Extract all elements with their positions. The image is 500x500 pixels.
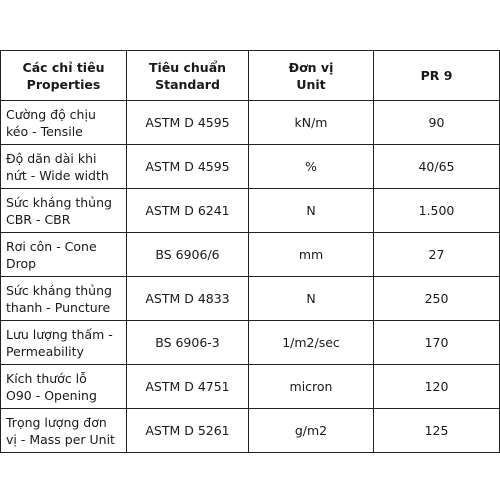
standard-cell: ASTM D 4595 <box>127 145 249 189</box>
property-line2: O90 - Opening <box>6 387 97 403</box>
property-cell <box>1 101 127 145</box>
property-line2: thanh - Puncture <box>6 299 111 315</box>
property-cell <box>1 145 127 189</box>
unit-cell: g/m2 <box>249 409 374 453</box>
standard-cell: BS 6906-3 <box>127 321 249 365</box>
unit-cell: N <box>249 189 374 233</box>
property-line2: kéo - Tensile <box>6 123 83 139</box>
property-line2: nứt - Wide width <box>6 167 109 183</box>
property-line1: Sức kháng thủng <box>6 194 112 210</box>
standard-cell: BS 6906/6 <box>127 233 249 277</box>
table-header-row <box>1 51 500 101</box>
value-cell: 250 <box>374 277 500 321</box>
property-cell <box>1 321 127 365</box>
property-cell <box>1 409 127 453</box>
property-line1: Rơi côn - Cone <box>6 238 97 254</box>
table-row <box>1 277 500 321</box>
spec-table-container <box>0 50 500 453</box>
standard-cell: ASTM D 6241 <box>127 189 249 233</box>
header-standard <box>127 51 249 101</box>
standard-cell: ASTM D 4833 <box>127 277 249 321</box>
standard-cell: ASTM D 5261 <box>127 409 249 453</box>
table-row <box>1 101 500 145</box>
header-standard-line2: Standard <box>155 76 220 92</box>
unit-cell: 1/m2/sec <box>249 321 374 365</box>
property-line2: Drop <box>6 255 37 271</box>
table-row <box>1 233 500 277</box>
property-line2: Permeability <box>6 343 84 359</box>
header-unit-line2: Unit <box>296 76 326 92</box>
header-unit <box>249 51 374 101</box>
header-pr9 <box>374 51 500 101</box>
property-cell <box>1 233 127 277</box>
value-cell: 170 <box>374 321 500 365</box>
standard-cell: ASTM D 4595 <box>127 101 249 145</box>
header-properties <box>1 51 127 101</box>
unit-cell: N <box>249 277 374 321</box>
unit-cell: % <box>249 145 374 189</box>
value-cell: 27 <box>374 233 500 277</box>
property-line1: Kích thước lỗ <box>6 370 87 386</box>
header-unit-line1: Đơn vị <box>288 59 334 75</box>
table-row <box>1 321 500 365</box>
header-standard-line1: Tiêu chuẩn <box>148 59 227 75</box>
value-cell: 1.500 <box>374 189 500 233</box>
property-line1: Lưu lượng thấm - <box>6 326 113 342</box>
spec-table <box>0 50 500 453</box>
standard-cell: ASTM D 4751 <box>127 365 249 409</box>
value-cell: 120 <box>374 365 500 409</box>
property-line1: Cường độ chịu <box>6 106 96 122</box>
property-cell <box>1 277 127 321</box>
property-line1: Độ dãn dài khi <box>6 150 97 166</box>
header-properties-line2: Properties <box>26 76 101 92</box>
table-row <box>1 365 500 409</box>
table-row <box>1 145 500 189</box>
unit-cell: mm <box>249 233 374 277</box>
value-cell: 90 <box>374 101 500 145</box>
value-cell: 125 <box>374 409 500 453</box>
header-pr9-line1: PR 9 <box>420 68 453 83</box>
property-cell <box>1 365 127 409</box>
property-cell <box>1 189 127 233</box>
unit-cell: micron <box>249 365 374 409</box>
table-row <box>1 409 500 453</box>
property-line1: Trọng lượng đơn <box>6 414 107 430</box>
unit-cell: kN/m <box>249 101 374 145</box>
property-line2: CBR - CBR <box>6 211 71 227</box>
property-line2: vị - Mass per Unit <box>6 431 115 447</box>
table-row <box>1 189 500 233</box>
value-cell: 40/65 <box>374 145 500 189</box>
header-properties-line1: Các chỉ tiêu <box>22 59 105 75</box>
property-line1: Sức kháng thủng <box>6 282 112 298</box>
